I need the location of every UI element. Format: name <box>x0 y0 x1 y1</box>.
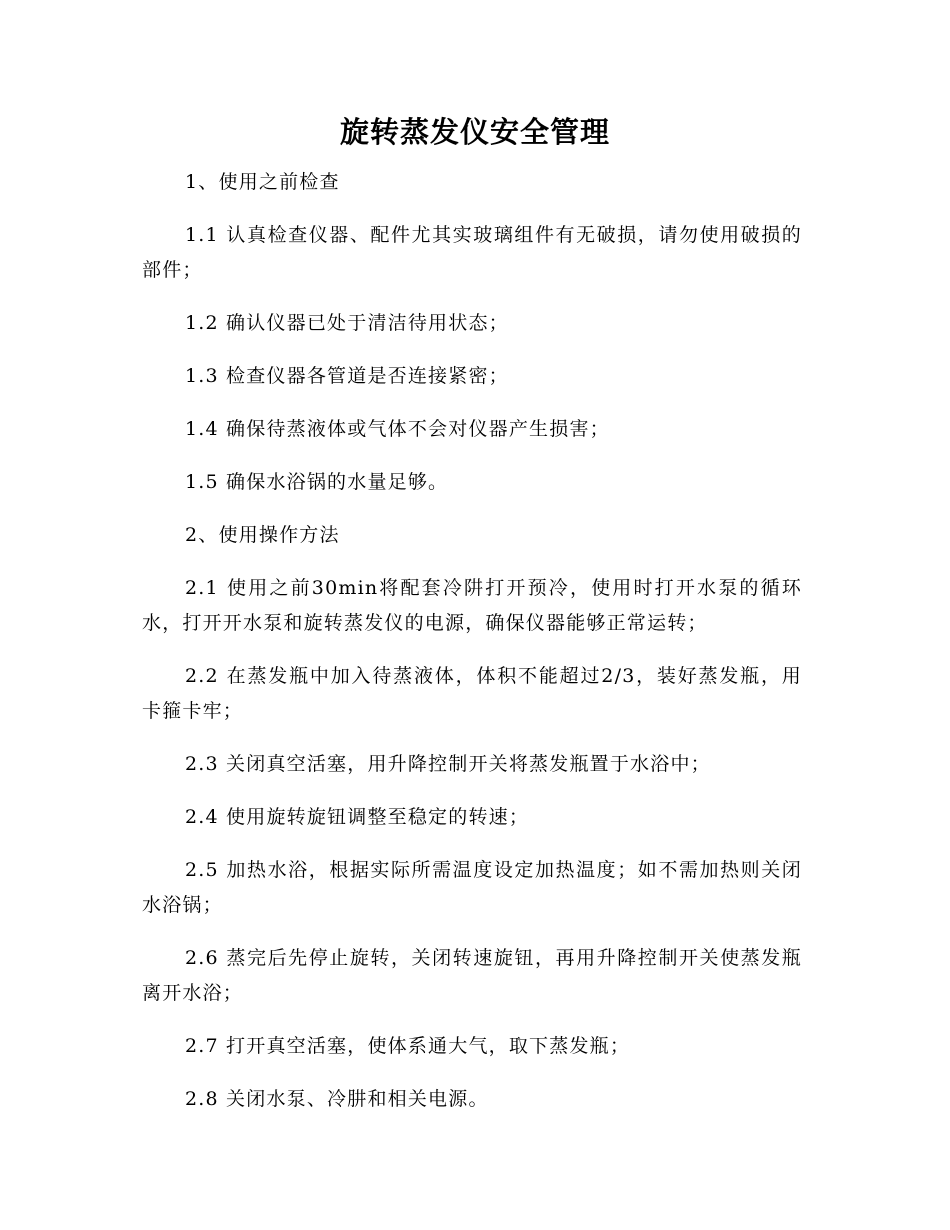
paragraph: 1.3 检查仪器各管道是否连接紧密； <box>185 365 509 387</box>
document-body <box>142 165 802 1135</box>
paragraph: 1.5 确保水浴锅的水量足够。 <box>185 471 449 493</box>
paragraph: 2.2 在蒸发瓶中加入待蒸液体，体积不能超过2/3，装好蒸发瓶，用卡箍卡牢； <box>142 665 802 722</box>
paragraph: 2.1 使用之前30min将配套冷阱打开预冷，使用时打开水泵的循环水，打开开水泵和旋转蒸发仪的电源，确保仪器能够正常运转； <box>142 577 802 634</box>
document-title: 旋转蒸发仪安全管理 <box>339 115 610 149</box>
paragraph: 1.4 确保待蒸液体或气体不会对仪器产生损害； <box>185 418 610 440</box>
paragraph: 2.6 蒸完后先停止旋转，关闭转速旋钮，再用升降控制开关使蒸发瓶离开水浴； <box>142 947 802 1004</box>
paragraph: 1.1 认真检查仪器、配件尤其实玻璃组件有无破损，请勿使用破损的部件； <box>142 224 802 281</box>
paragraph: 1、使用之前检查 <box>185 171 340 193</box>
paragraph: 2.8 关闭水泵、冷肼和相关电源。 <box>185 1088 489 1110</box>
paragraph: 2.4 使用旋转旋钮调整至稳定的转速； <box>185 806 530 828</box>
paragraph: 1.2 确认仪器已处于清洁待用状态； <box>185 312 509 334</box>
paragraph: 2.5 加热水浴，根据实际所需温度设定加热温度；如不需加热则关闭水浴锅； <box>142 859 802 916</box>
paragraph: 2.7 打开真空活塞，使体系通大气，取下蒸发瓶； <box>185 1035 631 1057</box>
paragraph: 2、使用操作方法 <box>185 524 340 546</box>
paragraph: 2.3 关闭真空活塞，用升降控制开关将蒸发瓶置于水浴中； <box>185 753 711 775</box>
